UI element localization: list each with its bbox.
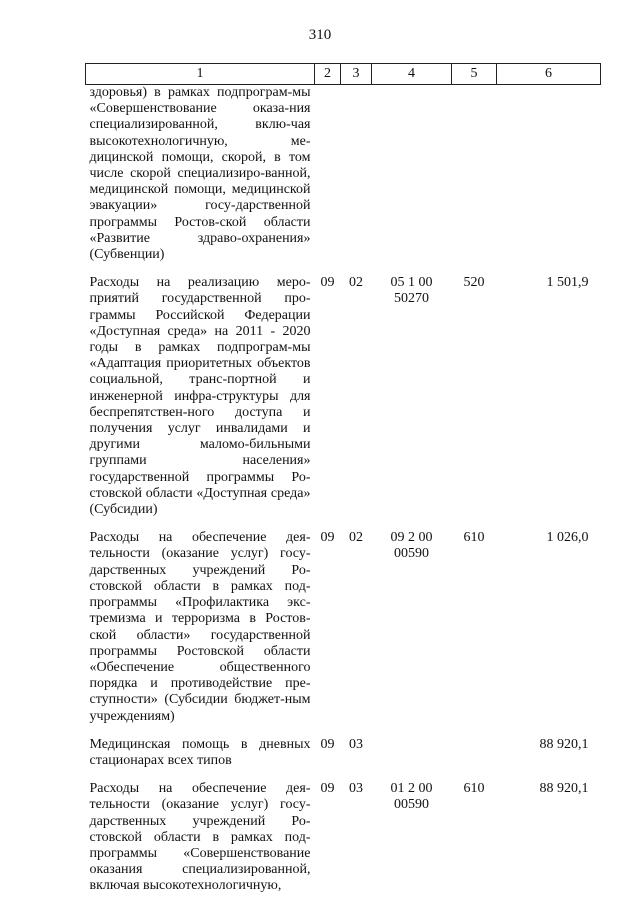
row-expense-type bbox=[452, 737, 497, 781]
row-section: 09 bbox=[320, 530, 335, 546]
row-section: 09 bbox=[320, 736, 335, 752]
row-description: Расходы на обеспечение дея-тельности (оказание услуг) госу-дарственных учреждений Ро-стовской области в рамках под-программы «Совершенствование оказания специализированной, включая высокотехнологичную, bbox=[89, 781, 311, 894]
row-description: Расходы на реализацию меро-приятий государственной про-граммы Российской Федерации «Доступная среда» на 2011 - 2020 годы в рамках подпрограм-мы «Адаптация приоритетных объектов социальной, транс-портной и инженерной инфра-структуры для беспрепятствен-ного доступа и получения услуг инвалидами и другими маломо-бильными группами населения» государственной программы Ро-стовской области «Доступная среда» (Субсидии) bbox=[89, 275, 311, 518]
row-section: 09 bbox=[320, 781, 335, 797]
row-subsection: 02 bbox=[349, 530, 363, 546]
row-description: Расходы на обеспечение дея-тельности (оказание услуг) госу-дарственных учреждений Ро-стовской области в рамках под-программы «Профилактика экс-тремизма и терроризма в Ростов-ской области» государственной программы Ростовской области «Обеспечение общественного порядка и противодействие пре-ступности» (Субсидии бюджет-ным учреждениям) bbox=[89, 530, 311, 724]
row-subsection bbox=[341, 85, 372, 276]
row-section: 09 bbox=[320, 275, 335, 291]
table-row bbox=[86, 85, 601, 276]
column-header-4: 4 bbox=[372, 64, 452, 85]
row-amount: 88 920,1 bbox=[539, 781, 589, 797]
row-subsection: 03 bbox=[349, 781, 363, 797]
row-target-article: 01 2 00 00590 bbox=[390, 781, 433, 813]
budget-table bbox=[85, 63, 601, 907]
row-expense-type: 610 bbox=[463, 530, 485, 546]
row-expense-type: 610 bbox=[463, 781, 485, 797]
table-header-row bbox=[86, 64, 601, 85]
column-header-6: 6 bbox=[497, 64, 601, 85]
column-header-3: 3 bbox=[341, 64, 372, 85]
table-row bbox=[86, 275, 601, 530]
row-description: Медицинская помощь в дневных стационарах всех типов bbox=[89, 736, 311, 768]
row-target-article: 05 1 00 50270 bbox=[390, 275, 433, 307]
row-amount: 1 026,0 bbox=[546, 530, 589, 546]
table-row bbox=[86, 737, 601, 781]
table-row bbox=[86, 530, 601, 736]
column-header-2: 2 bbox=[315, 64, 341, 85]
row-subsection: 03 bbox=[349, 736, 363, 752]
page-number: 310 bbox=[308, 27, 332, 43]
row-target-article bbox=[372, 737, 452, 781]
row-section bbox=[315, 85, 341, 276]
row-subsection: 02 bbox=[349, 275, 363, 291]
column-header-5: 5 bbox=[452, 64, 497, 85]
row-description: здоровья) в рамках подпрограм-мы «Совершенствование оказа-ния специализированной, вклю-чая высокотехнологичную, ме-дицинской помощи, скорой, в том числе скорой специализиро-ванной, медицинской помощи, медицинской эвакуации» госу-дарственной программы Ростов-ской области «Развитие здраво-охранения» (Субвенции) bbox=[89, 85, 311, 263]
row-expense-type bbox=[452, 85, 497, 276]
table-row bbox=[86, 781, 601, 906]
row-amount: 88 920,1 bbox=[539, 736, 589, 752]
row-amount bbox=[497, 85, 601, 276]
column-header-1: 1 bbox=[86, 64, 315, 85]
row-target-article: 09 2 00 00590 bbox=[390, 530, 433, 562]
row-target-article bbox=[372, 85, 452, 276]
row-amount: 1 501,9 bbox=[546, 275, 589, 291]
row-expense-type: 520 bbox=[463, 275, 485, 291]
